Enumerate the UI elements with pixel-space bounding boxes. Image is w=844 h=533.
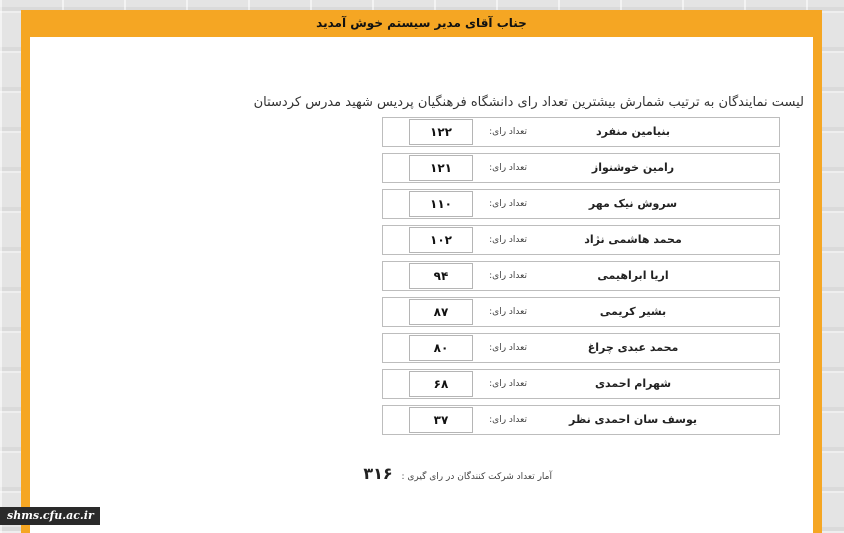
candidate-row [382, 153, 780, 183]
candidate-row [382, 261, 780, 291]
vote-count-field: ۶۸ [409, 371, 473, 397]
vote-count-label: تعداد رای: [489, 415, 527, 425]
welcome-header: جناب آقای مدیر سیستم خوش آمدید [316, 16, 527, 30]
vote-count-label: تعداد رای: [489, 199, 527, 209]
candidate-name: بشیر کریمی [599, 305, 667, 318]
candidate-name: محمد هاشمی نژاد [584, 233, 682, 246]
vote-count-field: ۳۷ [409, 407, 473, 433]
panel-content [30, 37, 813, 533]
vote-count-label: تعداد رای: [489, 235, 527, 245]
vote-count-label: تعداد رای: [489, 163, 527, 173]
candidate-row [382, 405, 780, 435]
vote-count-label: تعداد رای: [489, 379, 527, 389]
vote-count-label: تعداد رای: [489, 307, 527, 317]
candidate-list [382, 117, 782, 441]
vote-count-field: ۸۰ [409, 335, 473, 361]
candidate-row [382, 117, 780, 147]
candidate-name: محمد عبدی چراغ [587, 341, 679, 354]
candidate-name: رامین خوشنواز [591, 161, 675, 174]
participation-total: ۳۱۶ [363, 464, 393, 483]
candidate-name: شهرام احمدی [594, 377, 672, 390]
main-panel [21, 10, 822, 533]
vote-count-label: تعداد رای: [489, 127, 527, 137]
candidate-row [382, 369, 780, 399]
candidate-name: یوسف سان احمدی نظر [569, 413, 697, 426]
site-url-badge: shms.cfu.ac.ir [0, 507, 100, 525]
candidate-name: اریا ابراهیمی [597, 269, 669, 282]
candidate-row [382, 333, 780, 363]
candidate-row [382, 225, 780, 255]
vote-count-field: ۹۴ [409, 263, 473, 289]
vote-count-field: ۱۱۰ [409, 191, 473, 217]
list-title: لیست نمایندگان به ترتیب شمارش بیشترین تعداد رای دانشگاه فرهنگیان پردیس شهید مدرس کردستان [253, 95, 804, 110]
vote-count-field: ۱۰۲ [409, 227, 473, 253]
vote-count-label: تعداد رای: [489, 343, 527, 353]
candidate-row [382, 189, 780, 219]
vote-count-field: ۸۷ [409, 299, 473, 325]
vote-count-field: ۱۲۲ [409, 119, 473, 145]
candidate-name: سروش نیک مهر [588, 197, 678, 210]
vote-count-field: ۱۲۱ [409, 155, 473, 181]
candidate-name: بنیامین منفرد [596, 125, 670, 138]
participation-label: آمار تعداد شرکت کنندگان در رای گیری : [401, 472, 552, 482]
participation-stats [322, 464, 552, 483]
candidate-row [382, 297, 780, 327]
vote-count-label: تعداد رای: [489, 271, 527, 281]
